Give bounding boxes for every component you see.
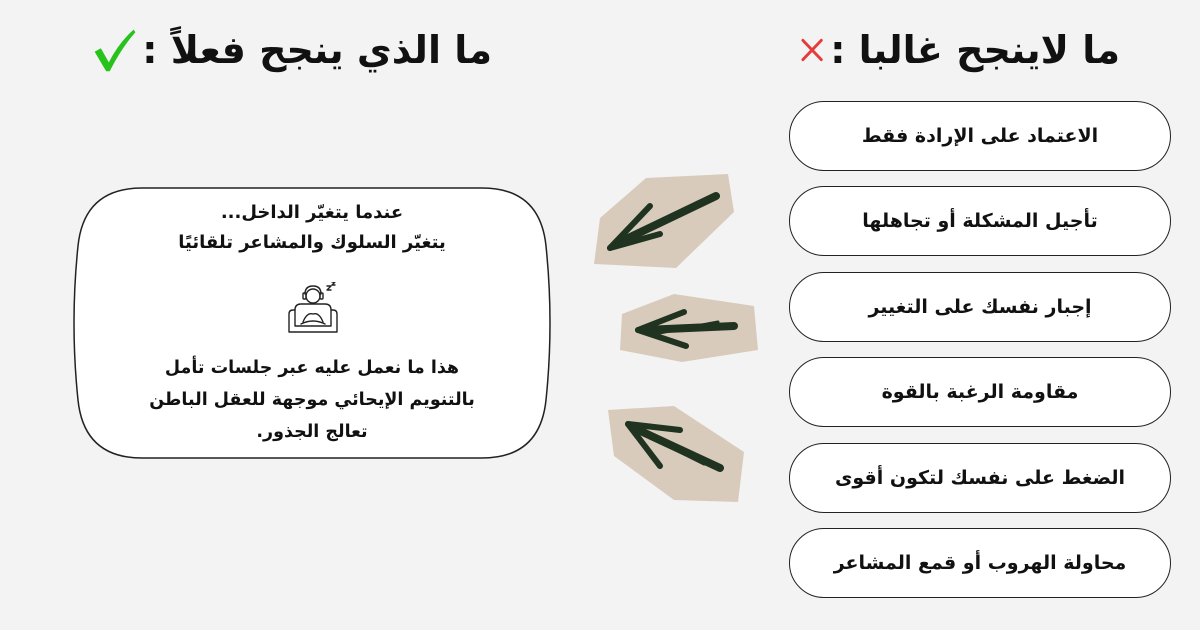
not-working-item-label: مقاومة الرغبة بالقوة — [881, 381, 1079, 403]
not-working-item-5 — [789, 443, 1171, 513]
cross-icon — [800, 24, 824, 76]
not-working-item-label: إجبار نفسك على التغيير — [868, 296, 1092, 318]
info-line-3: هذا ما نعمل عليه عبر جلسات تأمل — [164, 358, 460, 378]
not-working-item-label: محاولة الهروب أو قمع المشاعر — [833, 552, 1127, 574]
not-working-heading — [800, 22, 1120, 78]
arrow-left-icon — [614, 292, 762, 364]
info-line-2: يتغيّر السلوك والمشاعر تلقائيًا — [178, 232, 446, 253]
not-working-item-label: الاعتماد على الإرادة فقط — [861, 125, 1099, 147]
not-working-item-2 — [789, 186, 1171, 256]
info-line-4: بالتنويم الإيحائي موجهة للعقل الباطن — [149, 390, 475, 410]
meditation-icon — [285, 282, 341, 336]
not-working-item-3 — [789, 272, 1171, 342]
not-working-item-1 — [789, 101, 1171, 171]
not-working-item-6 — [789, 528, 1171, 598]
working-heading — [92, 22, 492, 78]
not-working-item-4 — [789, 357, 1171, 427]
not-working-heading-text: ما لاينجح غالبا : — [830, 28, 1120, 72]
arrow-up-left-icon — [588, 172, 738, 272]
info-line-5: تعالج الجذور. — [256, 422, 368, 442]
working-heading-text: ما الذي ينجح فعلاً : — [142, 28, 492, 72]
checkmark-icon — [92, 24, 136, 76]
not-working-item-label: الضغط على نفسك لتكون أقوى — [834, 467, 1126, 489]
working-info-box — [72, 186, 552, 460]
arrow-down-left-icon — [604, 404, 750, 504]
info-line-1: عندما يتغيّر الداخل... — [220, 202, 404, 223]
not-working-item-label: تأجيل المشكلة أو تجاهلها — [862, 210, 1098, 232]
